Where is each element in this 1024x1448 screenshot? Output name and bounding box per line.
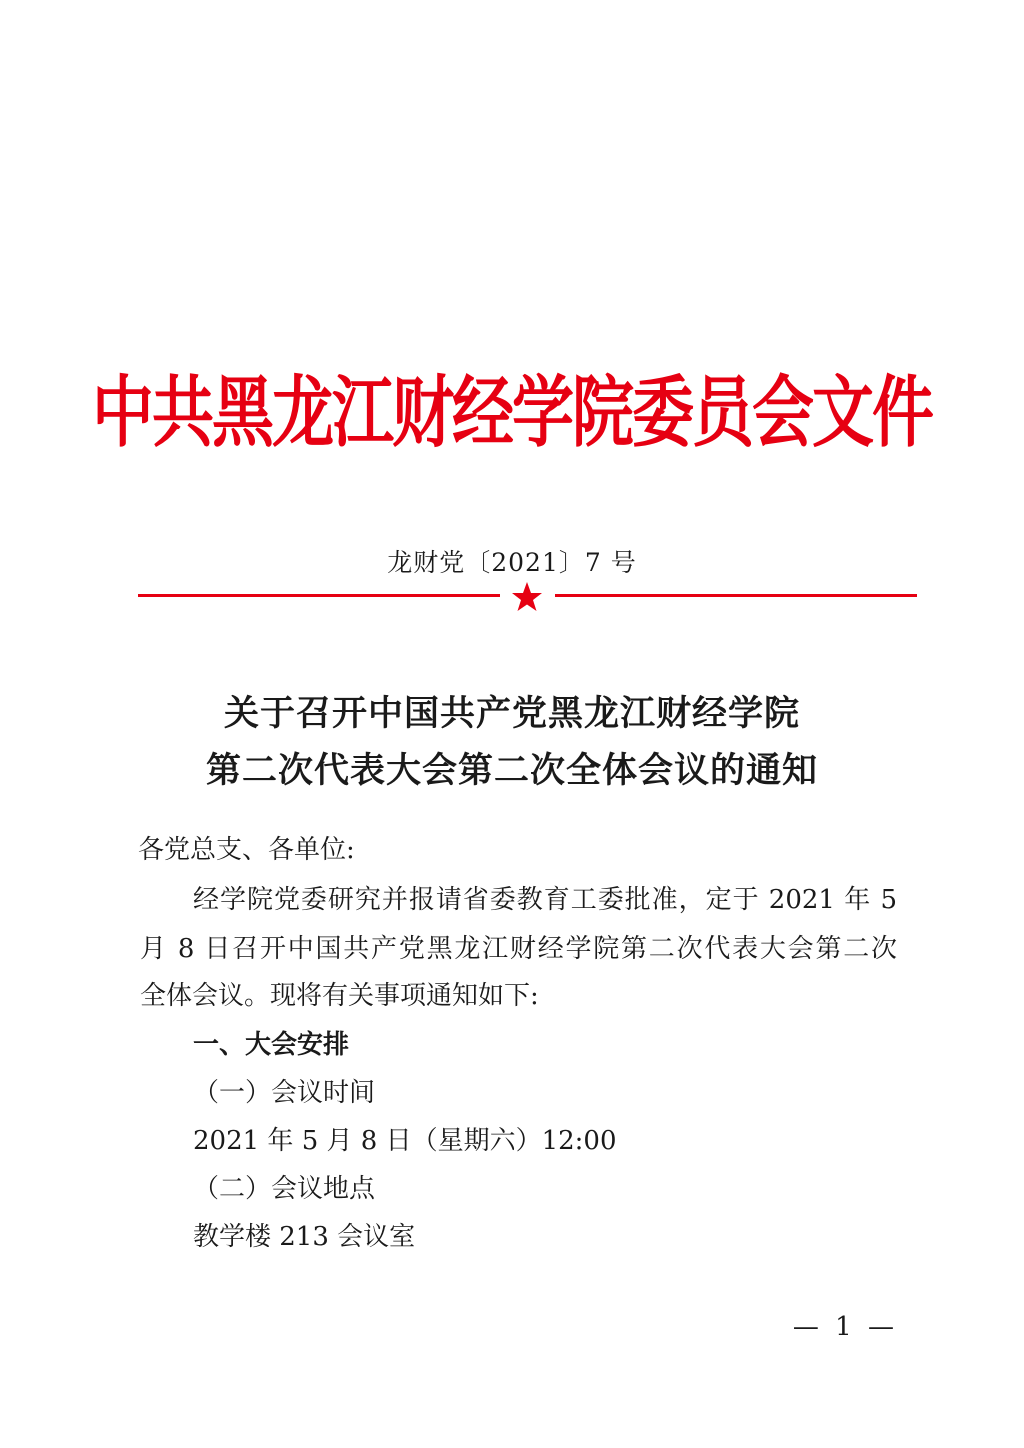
meeting-location-value: 教学楼 213 会议室 xyxy=(193,1222,416,1252)
section-heading-1: 一、大会安排 xyxy=(193,1030,350,1060)
paragraph-line-3: 全体会议。现将有关事项通知如下: xyxy=(140,981,539,1011)
subsection-heading-time: （一）会议时间 xyxy=(193,1078,376,1108)
red-separator-left xyxy=(138,594,500,597)
meeting-time-value: 2021 年 5 月 8 日（星期六）12:00 xyxy=(193,1126,617,1156)
star-icon xyxy=(511,581,543,613)
subsection-heading-location: （二）会议地点 xyxy=(193,1174,376,1204)
red-separator-right xyxy=(555,594,917,597)
document-header-title: 中共黑龙江财经学院委员会文件 xyxy=(91,366,932,458)
paragraph-line-2: 月 8 日召开中国共产党黑龙江财经学院第二次代表大会第二次 xyxy=(140,934,897,964)
notice-title-line-2: 第二次代表大会第二次全体会议的通知 xyxy=(205,750,818,791)
page-number: — 1 — xyxy=(792,1312,898,1342)
paragraph-line-1: 经学院党委研究并报请省委教育工委批准，定于 2021 年 5 xyxy=(193,885,897,915)
salutation: 各党总支、各单位: xyxy=(138,835,355,865)
notice-title-line-1: 关于召开中国共产党黑龙江财经学院 xyxy=(223,693,800,734)
document-number: 龙财党〔2021〕7 号 xyxy=(387,548,637,577)
